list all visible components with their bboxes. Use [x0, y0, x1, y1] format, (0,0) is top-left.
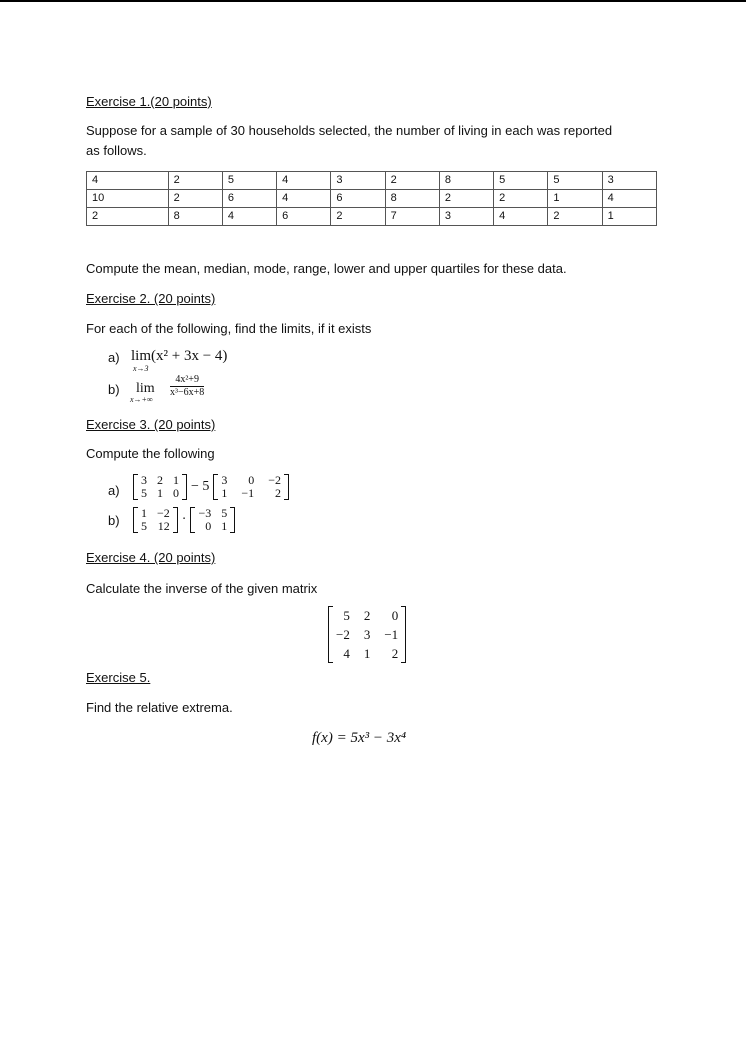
matrix-b2	[190, 507, 235, 533]
matrix-entry: 0	[173, 486, 179, 500]
exercise-4-prompt: Calculate the inverse of the given matrix	[86, 581, 318, 596]
table-cell: 8	[439, 172, 493, 190]
households-data-table	[86, 171, 657, 226]
exercise-4-heading: Exercise 4. (20 points)	[86, 550, 216, 565]
matrix-entry: 2	[363, 608, 371, 623]
matrix-operator-minus-5: − 5	[191, 479, 210, 494]
table-cell: 4	[222, 208, 276, 226]
table-cell: 1	[602, 208, 656, 226]
matrix-entry: 5	[343, 608, 350, 623]
exercise-1-prompt-line2: as follows.	[86, 143, 147, 158]
exercise-3b-expression	[133, 507, 235, 533]
matrix-b1	[133, 507, 178, 533]
table-cell: 4	[494, 208, 548, 226]
matrix-entry: 4	[343, 646, 350, 661]
table-cell: 1	[548, 190, 602, 208]
matrix-operator-dot: ·	[181, 512, 187, 527]
exercise-3-heading: Exercise 3. (20 points)	[86, 417, 216, 432]
table-cell: 2	[331, 208, 385, 226]
table-cell: 5	[494, 172, 548, 190]
exercise-2b-limit-subscript: x→+∞	[130, 395, 153, 404]
table-cell: 2	[548, 208, 602, 226]
fraction-denominator: x³−6x+8	[170, 387, 205, 398]
table-cell: 4	[277, 190, 331, 208]
matrix-entry: 1	[173, 473, 179, 487]
exercise-1-heading: Exercise 1.(20 points)	[86, 94, 212, 109]
table-row	[87, 190, 657, 208]
table-cell: 2	[439, 190, 493, 208]
matrix-entry: 0	[205, 519, 212, 533]
exercise-3a-label: a)	[108, 483, 120, 498]
exercise-2b-fraction	[170, 374, 204, 399]
matrix-a2	[213, 474, 289, 500]
matrix-entry: 1	[157, 486, 163, 500]
table-cell: 2	[168, 190, 222, 208]
limit-expression: (x² + 3x − 4)	[151, 348, 228, 364]
exercise-3a-expression	[133, 474, 289, 500]
top-border-line	[0, 0, 746, 2]
table-cell: 2	[494, 190, 548, 208]
matrix-entry: −2	[268, 473, 281, 487]
table-cell: 6	[277, 208, 331, 226]
exercise-2b-lim-operator: lim	[136, 381, 155, 396]
matrix-entry: 5	[141, 486, 147, 500]
matrix-entry: 5	[221, 506, 228, 520]
matrix-entry: 3	[221, 473, 228, 487]
table-cell: 3	[602, 172, 656, 190]
table-cell: 6	[222, 190, 276, 208]
exercise-3b-label: b)	[108, 513, 120, 528]
table-cell: 4	[277, 172, 331, 190]
table-cell: 8	[168, 208, 222, 226]
table-cell: 3	[331, 172, 385, 190]
fraction-numerator: 4x²+9	[170, 374, 204, 387]
matrix-entry: 2	[274, 486, 281, 500]
matrix-entry: 12	[157, 519, 170, 533]
table-row	[87, 208, 657, 226]
matrix-entry: 0	[248, 473, 255, 487]
matrix-entry: 1	[363, 646, 371, 661]
exercise-4-matrix-container	[328, 606, 406, 663]
matrix-entry: 2	[157, 473, 163, 487]
exercise-5-heading: Exercise 5.	[86, 670, 151, 685]
matrix-entry: 0	[391, 608, 399, 623]
lim-operator: lim	[131, 348, 152, 364]
exercise-2a-limit	[131, 348, 227, 365]
exercise-5-function: f(x) = 5x³ − 3x⁴	[312, 730, 407, 746]
matrix-entry: −2	[336, 627, 350, 642]
matrix-entry: 1	[221, 519, 228, 533]
matrix-entry: 1	[221, 486, 228, 500]
table-cell: 7	[385, 208, 439, 226]
exercise-1-prompt-line1: Suppose for a sample of 30 households selected, the number of living in each was reported	[86, 123, 613, 138]
table-cell: 3	[439, 208, 493, 226]
matrix-entry: 3	[363, 627, 371, 642]
table-cell: 2	[87, 208, 169, 226]
inverse-matrix	[328, 606, 406, 663]
table-cell: 2	[385, 172, 439, 190]
table-cell: 10	[87, 190, 169, 208]
matrix-entry: 2	[391, 646, 399, 661]
matrix-entry: 3	[141, 473, 147, 487]
exercise-1-task: Compute the mean, median, mode, range, lower and upper quartiles for these data.	[86, 261, 567, 276]
matrix-entry: −1	[241, 486, 255, 500]
table-cell: 2	[168, 172, 222, 190]
table-cell: 4	[87, 172, 169, 190]
exercise-2a-label: a)	[108, 350, 120, 365]
table-cell: 6	[331, 190, 385, 208]
exercise-2a-limit-subscript: x→3	[133, 364, 149, 373]
exercise-2-prompt: For each of the following, find the limits, if it exists	[86, 321, 372, 336]
matrix-entry: −2	[157, 506, 170, 520]
matrix-entry: 5	[141, 519, 147, 533]
table-cell: 5	[548, 172, 602, 190]
matrix-a1	[133, 474, 187, 500]
table-row	[87, 172, 657, 190]
table-cell: 5	[222, 172, 276, 190]
exercise-2b-label: b)	[108, 382, 120, 397]
exercise-5-prompt: Find the relative extrema.	[86, 700, 233, 715]
table-cell: 8	[385, 190, 439, 208]
matrix-entry: 1	[141, 506, 147, 520]
table-cell: 4	[602, 190, 656, 208]
exercise-2-heading: Exercise 2. (20 points)	[86, 291, 216, 306]
exercise-3-prompt: Compute the following	[86, 446, 215, 461]
matrix-entry: −1	[384, 627, 399, 642]
matrix-entry: −3	[198, 506, 212, 520]
